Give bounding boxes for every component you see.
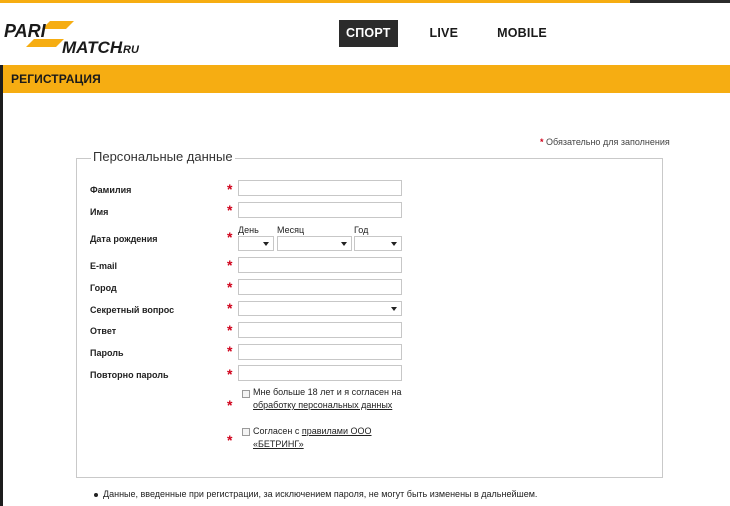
rules-link-line2[interactable]: «БЕТРИНГ»	[253, 439, 304, 449]
password-repeat-input[interactable]	[238, 365, 402, 381]
agree-rules-label: Согласен с	[253, 426, 300, 436]
agree-age-label: Мне больше 18 лет и я согласен на	[253, 387, 402, 397]
required-note	[540, 137, 670, 147]
agree-rules-required-star: *	[227, 432, 233, 448]
city-label: Город	[90, 283, 117, 293]
password-input[interactable]	[238, 344, 402, 360]
month-select[interactable]	[277, 236, 352, 251]
password-repeat-required-star: *	[227, 366, 233, 382]
main-nav	[339, 20, 577, 47]
birthdate-required-star: *	[227, 229, 233, 245]
agree-age-checkbox[interactable]	[242, 390, 250, 398]
chevron-down-icon	[391, 242, 397, 246]
footnote	[94, 489, 537, 499]
secret-question-select[interactable]	[238, 301, 402, 316]
chevron-down-icon	[263, 242, 269, 246]
rules-link-line1[interactable]: правилами ООО	[301, 426, 372, 436]
fieldset-legend: Персональные данные	[93, 149, 233, 164]
city-input[interactable]	[238, 279, 402, 295]
agree-age-text	[253, 386, 413, 412]
year-label: Год	[354, 225, 369, 235]
email-required-star: *	[227, 257, 233, 273]
day-label: День	[238, 225, 259, 235]
answer-input[interactable]	[238, 322, 402, 338]
surname-input[interactable]	[238, 180, 402, 196]
year-select[interactable]	[354, 236, 402, 251]
agree-age-required-star: *	[227, 397, 233, 413]
section-title: РЕГИСТРАЦИЯ	[11, 72, 101, 86]
agree-rules-checkbox[interactable]	[242, 428, 250, 436]
city-required-star: *	[227, 279, 233, 295]
email-input[interactable]	[238, 257, 402, 273]
parimatch-logo[interactable]	[4, 15, 154, 55]
answer-label: Ответ	[90, 326, 117, 336]
required-note-text: Обязательно для заполнения	[546, 137, 670, 147]
email-label: E-mail	[90, 261, 118, 271]
surname-required-star: *	[227, 181, 233, 197]
chevron-down-icon	[391, 307, 397, 311]
section-header-bar	[3, 65, 730, 93]
password-required-star: *	[227, 343, 233, 359]
month-label: Месяц	[277, 225, 305, 235]
chevron-down-icon	[341, 242, 347, 246]
personal-data-processing-link[interactable]: обработку персональных данных	[253, 400, 393, 410]
left-dark-edge	[0, 65, 3, 506]
nav-item-sport[interactable]: СПОРТ	[339, 20, 398, 47]
site-header	[0, 3, 730, 65]
answer-required-star: *	[227, 322, 233, 338]
footnote-text: Данные, введенные при регистрации, за исключением пароля, не могут быть изменены в дальнейшем.	[103, 489, 538, 499]
day-select[interactable]	[238, 236, 274, 251]
secret-question-required-star: *	[227, 300, 233, 316]
logo-text-suffix: .RU	[120, 44, 139, 55]
logo-text-bottom: MATCH	[62, 38, 123, 55]
name-required-star: *	[227, 202, 233, 218]
agree-rules-text	[253, 425, 413, 451]
required-star: *	[540, 137, 544, 147]
nav-item-mobile[interactable]: MOBILE	[497, 26, 547, 40]
birthdate-label: Дата рождения	[90, 234, 158, 244]
logo-text-top: PARI	[4, 21, 46, 41]
secret-question-label: Секретный вопрос	[90, 305, 175, 315]
nav-item-live[interactable]: LIVE	[429, 26, 459, 40]
password-repeat-label: Повторно пароль	[90, 370, 169, 380]
password-label: Пароль	[90, 348, 124, 358]
bullet-icon	[94, 493, 98, 497]
name-label: Имя	[90, 207, 109, 217]
name-input[interactable]	[238, 202, 402, 218]
surname-label: Фамилия	[90, 185, 132, 195]
